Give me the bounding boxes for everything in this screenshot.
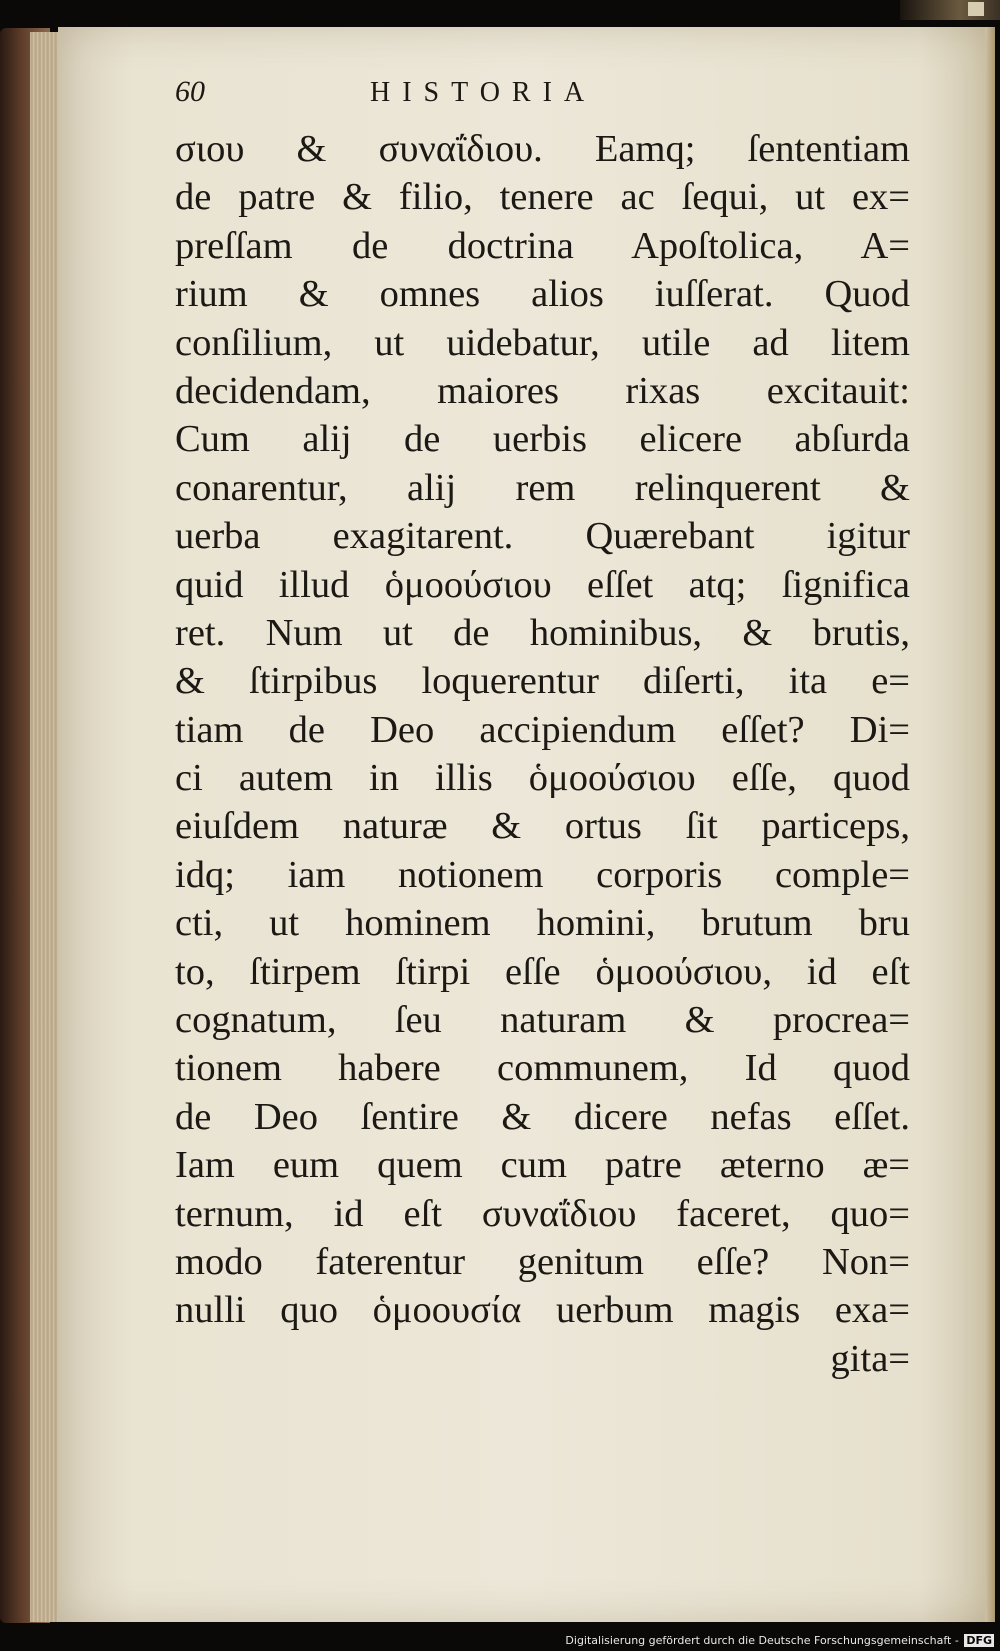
- book-edge-top: [900, 0, 1000, 20]
- text-line: modo faterentur genitum eſſe? Non=: [175, 1240, 910, 1283]
- text-line: ret. Num ut de hominibus, & brutis,: [175, 611, 910, 654]
- page-number: 60: [175, 75, 205, 108]
- text-line: conſilium, ut uidebatur, utile ad litem: [175, 321, 910, 364]
- text-line: tiam de Deo accipiendum eſſet? Di=: [175, 708, 910, 751]
- text-line: de Deo ſentire & dicere nefas eſſet.: [175, 1095, 910, 1138]
- text-block: [175, 75, 910, 1383]
- text-line: quid illud ὁμοούσιου eſſet atq; ſignifica: [175, 563, 910, 606]
- text-line: tionem habere communem, Id quod: [175, 1047, 910, 1090]
- credit-text: Digitalisierung gefördert durch die Deutsche Forschungsgemeinschaft -: [565, 1634, 959, 1647]
- text-line: ci autem in illis ὁμοούσιου eſſe, quod: [175, 757, 910, 800]
- page-right-edge: [985, 27, 995, 1622]
- body-text: [175, 125, 910, 1383]
- text-line: conarentur, alij rem relinquerent &: [175, 466, 910, 509]
- page-tab: [968, 2, 984, 16]
- text-line: σιου & συναΐδιου. Eamq; ſententiam: [175, 128, 910, 170]
- text-line: uerba exagitarent. Quærebant igitur: [175, 515, 910, 558]
- text-line: Iam eum quem cum patre æterno æ=: [175, 1144, 910, 1187]
- text-line: & ſtirpibus loquerentur diſerti, ita e=: [175, 660, 910, 703]
- text-line: eiuſdem naturæ & ortus ſit particeps,: [175, 805, 910, 848]
- text-line: nulli quo ὁμοουσία uerbum magis exa=: [175, 1289, 910, 1332]
- text-line: de patre & filio, tenere ac ſequi, ut ex=: [175, 176, 910, 219]
- text-line: idq; iam notionem corporis comple=: [175, 853, 910, 896]
- text-line: cognatum, ſeu naturam & procrea=: [175, 999, 910, 1042]
- text-line: Cum alij de uerbis elicere abſurda: [175, 418, 910, 461]
- text-line: gita=: [830, 1337, 910, 1380]
- text-line: to, ſtirpem ſtirpi eſſe ὁμοούσιου, id eſt: [175, 950, 910, 993]
- text-line: ternum, id eſt συναΐδιου faceret, quo=: [175, 1192, 910, 1235]
- dfg-logo: DFG: [966, 1634, 992, 1647]
- text-line: cti, ut hominem homini, brutum bru: [175, 902, 910, 945]
- running-title: HISTORIA: [370, 77, 597, 108]
- text-line: decidendam, maiores rixas excitauit:: [175, 369, 910, 412]
- digitization-credit: [565, 1634, 994, 1647]
- running-head: [175, 75, 910, 125]
- text-line: preſſam de doctrina Apoſtolica, A=: [175, 224, 910, 267]
- text-line: rium & omnes alios iuſſerat. Quod: [175, 273, 910, 316]
